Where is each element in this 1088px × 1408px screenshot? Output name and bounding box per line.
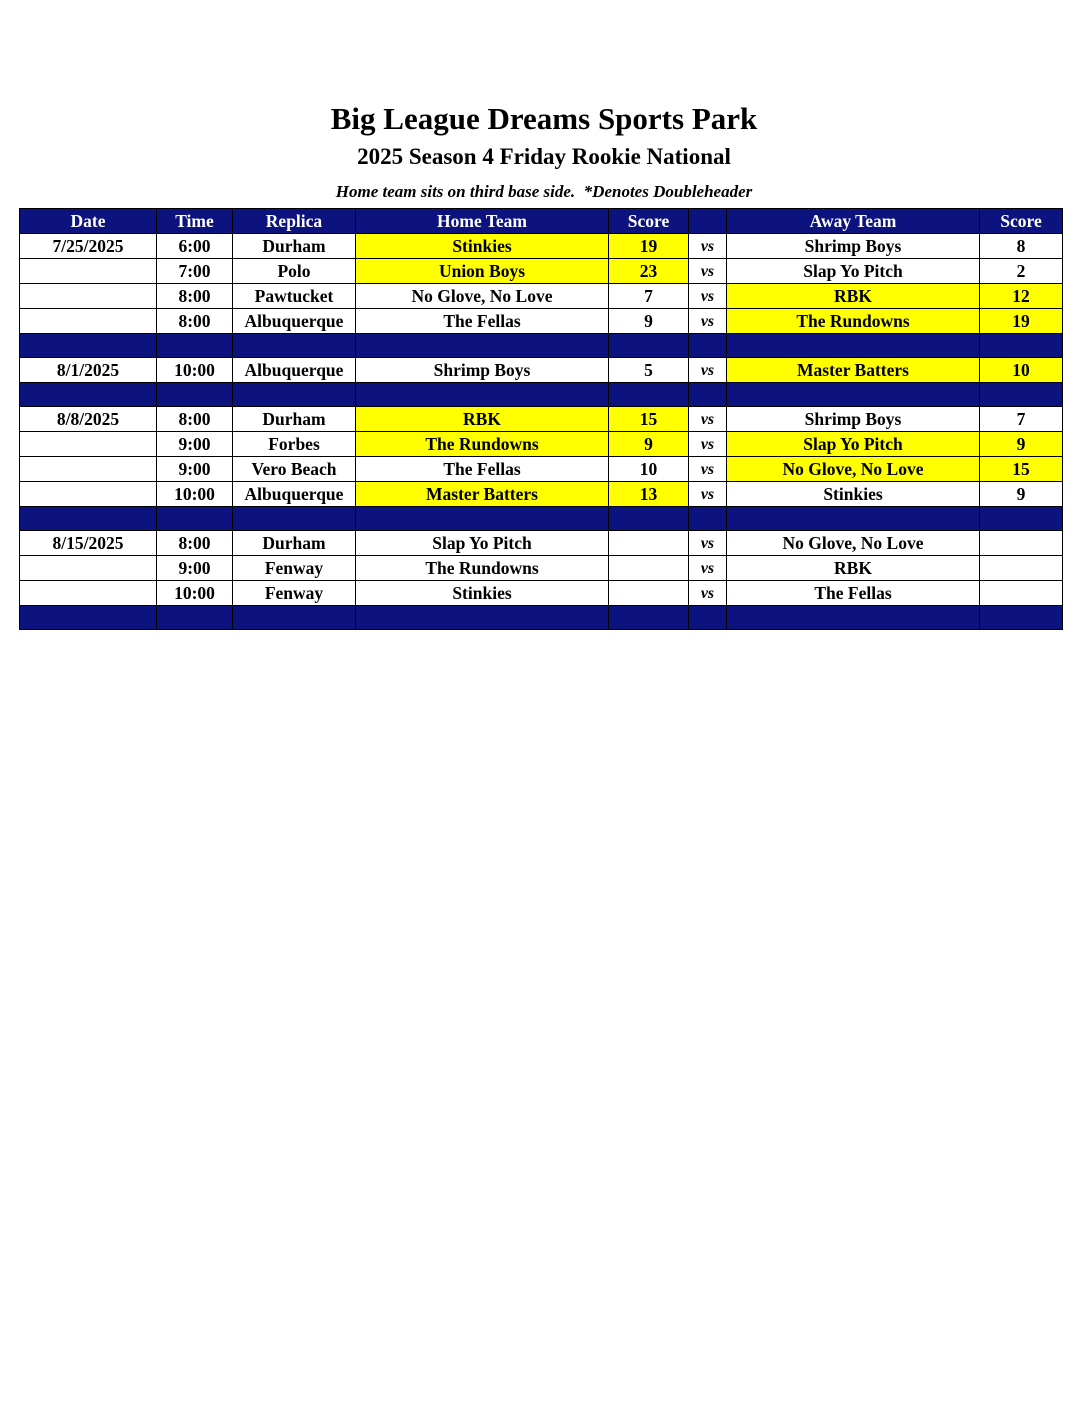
- away-team-cell: Slap Yo Pitch: [727, 259, 980, 284]
- replica-cell: Durham: [233, 234, 356, 259]
- vs-cell: vs: [689, 309, 727, 334]
- date-cell: 7/25/2025: [20, 234, 157, 259]
- replica-cell: Polo: [233, 259, 356, 284]
- vs-cell: vs: [689, 259, 727, 284]
- separator-cell: [356, 334, 609, 358]
- date-cell: [20, 457, 157, 482]
- away-team-cell: Stinkies: [727, 482, 980, 507]
- separator-cell: [609, 606, 689, 630]
- home-team-cell: The Rundowns: [356, 432, 609, 457]
- vs-cell: vs: [689, 407, 727, 432]
- away-score-cell: [980, 556, 1063, 581]
- vs-cell: vs: [689, 234, 727, 259]
- separator-cell: [689, 334, 727, 358]
- separator-cell: [727, 334, 980, 358]
- col-header-time: Time: [157, 209, 233, 234]
- replica-cell: Forbes: [233, 432, 356, 457]
- game-row: [20, 407, 1063, 432]
- home-team-cell: Union Boys: [356, 259, 609, 284]
- away-team-cell: Shrimp Boys: [727, 407, 980, 432]
- away-score-cell: 7: [980, 407, 1063, 432]
- schedule-body: [20, 234, 1063, 630]
- col-header-vs: [689, 209, 727, 234]
- separator-row: [20, 507, 1063, 531]
- col-header-replica: Replica: [233, 209, 356, 234]
- separator-cell: [609, 334, 689, 358]
- away-team-cell: RBK: [727, 556, 980, 581]
- time-cell: 10:00: [157, 358, 233, 383]
- vs-cell: vs: [689, 556, 727, 581]
- home-score-cell: 9: [609, 309, 689, 334]
- header-row: [20, 209, 1063, 234]
- separator-row: [20, 606, 1063, 630]
- home-score-cell: 13: [609, 482, 689, 507]
- game-row: [20, 259, 1063, 284]
- home-score-cell: 5: [609, 358, 689, 383]
- game-row: [20, 284, 1063, 309]
- home-score-cell: 10: [609, 457, 689, 482]
- replica-cell: Fenway: [233, 581, 356, 606]
- home-score-cell: 7: [609, 284, 689, 309]
- away-score-cell: 15: [980, 457, 1063, 482]
- separator-cell: [356, 383, 609, 407]
- separator-cell: [356, 606, 609, 630]
- game-row: [20, 531, 1063, 556]
- away-team-cell: Master Batters: [727, 358, 980, 383]
- replica-cell: Albuquerque: [233, 482, 356, 507]
- time-cell: 7:00: [157, 259, 233, 284]
- time-cell: 9:00: [157, 432, 233, 457]
- vs-cell: vs: [689, 358, 727, 383]
- vs-cell: vs: [689, 432, 727, 457]
- date-cell: [20, 259, 157, 284]
- game-row: [20, 234, 1063, 259]
- away-team-cell: No Glove, No Love: [727, 531, 980, 556]
- replica-cell: Albuquerque: [233, 358, 356, 383]
- vs-cell: vs: [689, 284, 727, 309]
- date-cell: 8/1/2025: [20, 358, 157, 383]
- home-team-cell: The Fellas: [356, 309, 609, 334]
- date-cell: [20, 309, 157, 334]
- schedule-note: Home team sits on third base side. *Denotes Doubleheader: [335, 182, 753, 201]
- time-cell: 8:00: [157, 407, 233, 432]
- away-score-cell: 12: [980, 284, 1063, 309]
- separator-cell: [20, 606, 157, 630]
- date-cell: 8/8/2025: [20, 407, 157, 432]
- separator-cell: [233, 507, 356, 531]
- col-header-date: Date: [20, 209, 157, 234]
- away-score-cell: [980, 581, 1063, 606]
- game-row: [20, 432, 1063, 457]
- separator-cell: [157, 507, 233, 531]
- col-header-home-score: Score: [609, 209, 689, 234]
- col-header-away-score: Score: [980, 209, 1063, 234]
- home-team-cell: The Rundowns: [356, 556, 609, 581]
- away-team-cell: Shrimp Boys: [727, 234, 980, 259]
- away-team-cell: No Glove, No Love: [727, 457, 980, 482]
- home-score-cell: 9: [609, 432, 689, 457]
- home-score-cell: 15: [609, 407, 689, 432]
- separator-cell: [356, 507, 609, 531]
- home-team-cell: Stinkies: [356, 581, 609, 606]
- separator-cell: [980, 507, 1063, 531]
- separator-cell: [727, 507, 980, 531]
- page-title: Big League Dreams Sports Park: [330, 101, 758, 136]
- away-team-cell: The Fellas: [727, 581, 980, 606]
- replica-cell: Durham: [233, 407, 356, 432]
- game-row: [20, 358, 1063, 383]
- game-row: [20, 309, 1063, 334]
- replica-cell: Durham: [233, 531, 356, 556]
- separator-cell: [157, 334, 233, 358]
- home-team-cell: No Glove, No Love: [356, 284, 609, 309]
- vs-cell: vs: [689, 457, 727, 482]
- away-team-cell: RBK: [727, 284, 980, 309]
- date-cell: 8/15/2025: [20, 531, 157, 556]
- col-header-away-team: Away Team: [727, 209, 980, 234]
- date-cell: [20, 556, 157, 581]
- separator-cell: [20, 383, 157, 407]
- separator-cell: [157, 383, 233, 407]
- away-team-cell: The Rundowns: [727, 309, 980, 334]
- home-team-cell: Master Batters: [356, 482, 609, 507]
- home-team-cell: Shrimp Boys: [356, 358, 609, 383]
- home-score-cell: [609, 581, 689, 606]
- separator-cell: [609, 507, 689, 531]
- separator-cell: [609, 383, 689, 407]
- time-cell: 8:00: [157, 531, 233, 556]
- separator-cell: [980, 334, 1063, 358]
- page-subtitle: 2025 Season 4 Friday Rookie National: [357, 144, 731, 169]
- time-cell: 9:00: [157, 457, 233, 482]
- separator-cell: [233, 334, 356, 358]
- separator-cell: [727, 383, 980, 407]
- away-score-cell: [980, 531, 1063, 556]
- home-score-cell: [609, 531, 689, 556]
- separator-cell: [20, 334, 157, 358]
- home-team-cell: RBK: [356, 407, 609, 432]
- separator-cell: [980, 383, 1063, 407]
- replica-cell: Pawtucket: [233, 284, 356, 309]
- separator-cell: [727, 606, 980, 630]
- time-cell: 6:00: [157, 234, 233, 259]
- home-score-cell: 23: [609, 259, 689, 284]
- away-score-cell: 8: [980, 234, 1063, 259]
- separator-cell: [980, 606, 1063, 630]
- home-team-cell: Slap Yo Pitch: [356, 531, 609, 556]
- home-score-cell: 19: [609, 234, 689, 259]
- col-header-home-team: Home Team: [356, 209, 609, 234]
- game-row: [20, 556, 1063, 581]
- vs-cell: vs: [689, 482, 727, 507]
- time-cell: 10:00: [157, 581, 233, 606]
- away-score-cell: 10: [980, 358, 1063, 383]
- separator-cell: [689, 507, 727, 531]
- separator-cell: [689, 383, 727, 407]
- date-cell: [20, 432, 157, 457]
- date-cell: [20, 284, 157, 309]
- separator-cell: [689, 606, 727, 630]
- separator-row: [20, 334, 1063, 358]
- game-row: [20, 482, 1063, 507]
- separator-row: [20, 383, 1063, 407]
- time-cell: 10:00: [157, 482, 233, 507]
- away-score-cell: 9: [980, 432, 1063, 457]
- home-score-cell: [609, 556, 689, 581]
- home-team-cell: The Fellas: [356, 457, 609, 482]
- game-row: [20, 581, 1063, 606]
- separator-cell: [233, 383, 356, 407]
- time-cell: 8:00: [157, 284, 233, 309]
- vs-cell: vs: [689, 531, 727, 556]
- replica-cell: Vero Beach: [233, 457, 356, 482]
- separator-cell: [233, 606, 356, 630]
- away-score-cell: 2: [980, 259, 1063, 284]
- separator-cell: [157, 606, 233, 630]
- schedule-table: [19, 208, 1063, 630]
- date-cell: [20, 482, 157, 507]
- time-cell: 8:00: [157, 309, 233, 334]
- away-team-cell: Slap Yo Pitch: [727, 432, 980, 457]
- separator-cell: [20, 507, 157, 531]
- date-cell: [20, 581, 157, 606]
- away-score-cell: 9: [980, 482, 1063, 507]
- home-team-cell: Stinkies: [356, 234, 609, 259]
- replica-cell: Albuquerque: [233, 309, 356, 334]
- away-score-cell: 19: [980, 309, 1063, 334]
- replica-cell: Fenway: [233, 556, 356, 581]
- game-row: [20, 457, 1063, 482]
- vs-cell: vs: [689, 581, 727, 606]
- time-cell: 9:00: [157, 556, 233, 581]
